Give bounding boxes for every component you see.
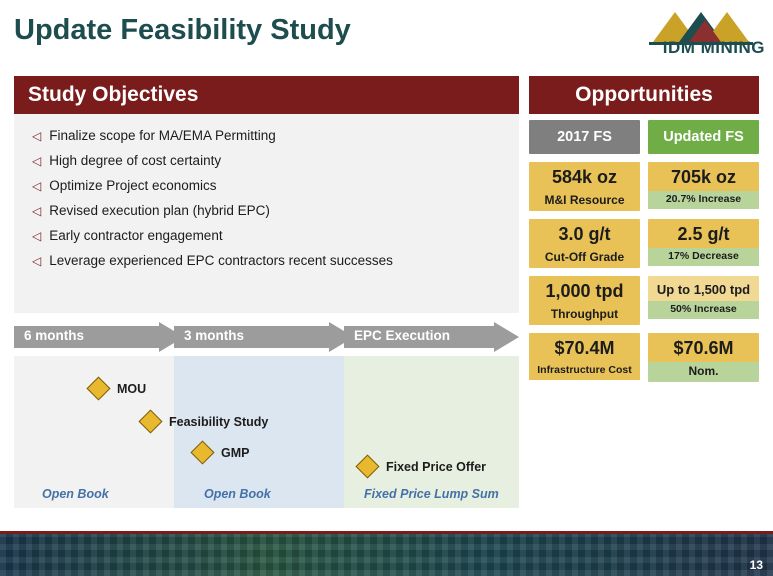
cell-caption: Infrastructure Cost	[529, 362, 640, 380]
diamond-marker-icon	[355, 454, 379, 478]
triangle-left-icon: ◁	[32, 254, 42, 268]
objective-label: Finalize scope for MA/EMA Permitting	[49, 128, 276, 143]
cell-caption: 50% Increase	[648, 301, 759, 319]
cell-caption: Nom.	[648, 362, 759, 382]
cell-value: $70.4M	[529, 333, 640, 362]
timeline-arrow-label-1: 6 months	[24, 328, 85, 343]
milestone-label: Fixed Price Offer	[386, 459, 487, 474]
cell-new-throughput	[648, 276, 759, 325]
objective-item	[26, 153, 507, 169]
objective-item	[26, 228, 507, 244]
objective-label: Revised execution plan (hybrid EPC)	[49, 203, 270, 218]
diamond-marker-icon	[138, 409, 162, 433]
phase-label-1: Open Book	[42, 487, 109, 501]
cell-new-infrastructure	[648, 333, 759, 382]
column-header-updated-fs: Updated FS	[648, 120, 759, 154]
cell-caption: Throughput	[529, 305, 640, 325]
page-title: Update Feasibility Study	[14, 14, 351, 46]
cell-caption: 17% Decrease	[648, 248, 759, 266]
cell-value: 3.0 g/t	[529, 219, 640, 248]
cell-old-throughput	[529, 276, 640, 325]
cell-value: 705k oz	[648, 162, 759, 191]
milestone-feasibility-study	[142, 413, 268, 430]
objective-item	[26, 203, 507, 219]
diamond-marker-icon	[86, 376, 110, 400]
objective-label: High degree of cost certainty	[49, 153, 222, 168]
study-objectives-header: Study Objectives	[14, 76, 519, 114]
cell-value: 584k oz	[529, 162, 640, 191]
milestone-label: MOU	[117, 381, 147, 396]
opportunities-header: Opportunities	[529, 76, 759, 114]
cell-old-infrastructure	[529, 333, 640, 382]
timeline-column-open-book-2	[174, 356, 344, 508]
opportunities-table	[529, 120, 759, 390]
column-header-2017-fs: 2017 FS	[529, 120, 640, 154]
table-row	[529, 162, 759, 211]
objective-item	[26, 253, 507, 269]
milestone-gmp	[194, 444, 249, 461]
triangle-left-icon: ◁	[32, 204, 42, 218]
milestone-label: GMP	[221, 445, 250, 460]
table-row	[529, 333, 759, 382]
milestone-mou	[90, 380, 146, 397]
execution-timeline	[14, 322, 519, 508]
cell-new-cutoff	[648, 219, 759, 268]
cell-value: $70.6M	[648, 333, 759, 362]
page-number: 13	[749, 558, 763, 572]
table-row	[529, 276, 759, 325]
timeline-arrow-label-3: EPC Execution	[354, 328, 451, 343]
triangle-left-icon: ◁	[32, 229, 42, 243]
triangle-left-icon: ◁	[32, 154, 42, 168]
cell-old-cutoff	[529, 219, 640, 268]
objective-item	[26, 178, 507, 194]
cell-new-resource	[648, 162, 759, 211]
cell-value: Up to 1,500 tpd	[648, 276, 759, 301]
table-header-row	[529, 120, 759, 154]
cell-value: 1,000 tpd	[529, 276, 640, 305]
objective-label: Optimize Project economics	[49, 178, 217, 193]
milestone-fixed-price-offer	[359, 458, 486, 475]
cell-old-resource	[529, 162, 640, 211]
table-row	[529, 219, 759, 268]
footer-band	[0, 534, 773, 576]
diamond-marker-icon	[190, 440, 214, 464]
cell-value: 2.5 g/t	[648, 219, 759, 248]
objective-item	[26, 128, 507, 144]
objective-label: Leverage experienced EPC contractors recent successes	[49, 253, 393, 268]
milestone-label: Feasibility Study	[169, 414, 269, 429]
cell-caption: M&I Resource	[529, 191, 640, 211]
cell-caption: 20.7% Increase	[648, 191, 759, 209]
triangle-left-icon: ◁	[32, 129, 42, 143]
phase-label-2: Open Book	[204, 487, 271, 501]
timeline-column-fixed-price	[344, 356, 519, 508]
objective-label: Early contractor engagement	[49, 228, 223, 243]
cell-caption: Cut-Off Grade	[529, 248, 640, 268]
logo-wordmark: IDM MINING	[662, 38, 765, 57]
triangle-left-icon: ◁	[32, 179, 42, 193]
study-objectives-body	[14, 114, 519, 313]
phase-label-3: Fixed Price Lump Sum	[364, 487, 499, 501]
timeline-arrow-label-2: 3 months	[184, 328, 245, 343]
